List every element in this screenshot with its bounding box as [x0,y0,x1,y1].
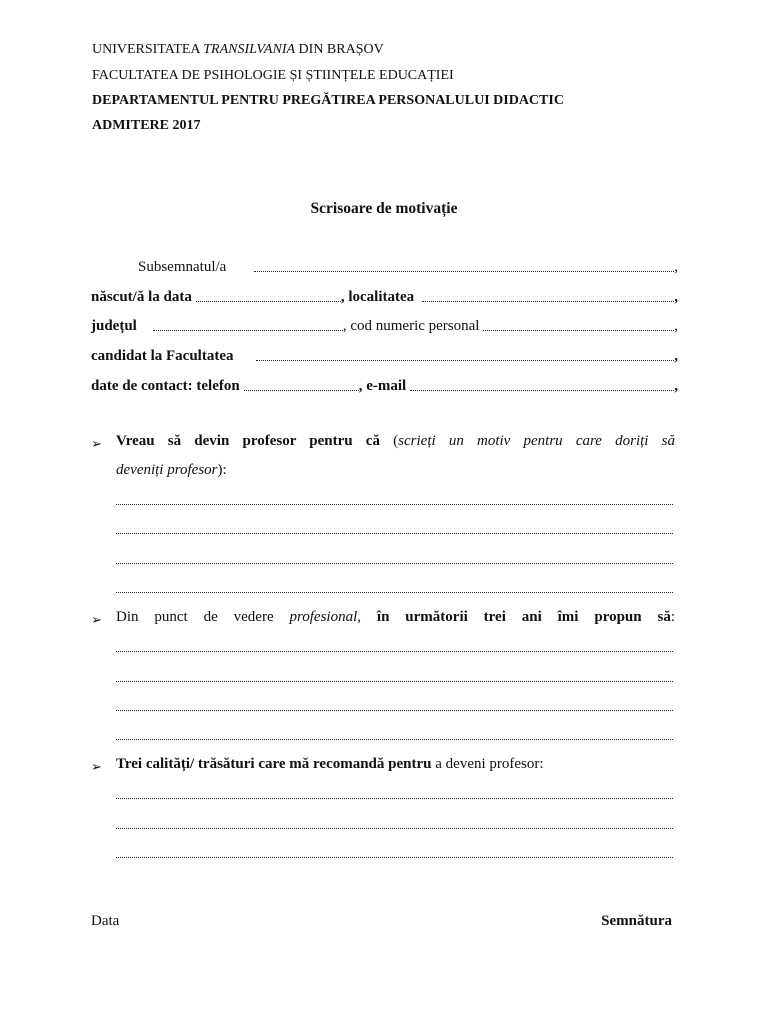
answer-line[interactable] [116,533,673,534]
field-row-candidat [91,345,678,365]
university-italic-name: TRANSILVANIA [203,42,296,57]
answer-line[interactable] [116,798,673,799]
locality-blank[interactable] [422,301,674,302]
faculty-candidate-blank[interactable] [256,360,675,361]
comma: , [674,259,678,275]
section-3-bold: Trei calități/ trăsături care mă recomandă pentru [116,756,432,772]
faculty-name: FACULTATEA DE PSIHOLOGIE ȘI ȘTIINȚELE EDUCAȚIEI [92,68,454,83]
field-row-contact [91,375,678,395]
section-3-prompt [116,756,544,773]
email-blank[interactable] [410,390,674,391]
answer-line[interactable] [116,651,673,652]
subsemnatul-blank[interactable] [254,271,674,272]
section-2-mid: , [357,609,377,625]
section-2-italic: profesional [289,609,358,625]
section-2-bold: în următorii trei ani îmi propun să [376,609,671,625]
phone-label: date de contact: telefon [91,378,240,394]
university-suffix: DIN BRAȘOV [295,42,384,57]
cnp-blank[interactable] [483,330,674,331]
arrow-bullet-icon: ➢ [91,612,102,627]
answer-line[interactable] [116,563,673,564]
field-row-subsemnatul [138,256,678,276]
answer-line[interactable] [116,681,673,682]
section-1-prompt [116,433,675,450]
section-1-open: ( [379,433,399,449]
email-label: , e-mail [358,378,407,394]
section-1-close: ): [217,462,227,478]
answer-line[interactable] [116,592,673,593]
locality-label: , localitatea [340,289,415,305]
arrow-bullet-icon: ➢ [91,436,102,451]
birth-date-label: născut/ă la data [91,289,192,305]
section-2-end: : [670,609,676,625]
county-label: județul [91,318,137,334]
cnp-label: , cod numeric personal [342,318,480,334]
answer-line[interactable] [116,857,673,858]
comma: , [674,348,678,364]
faculty-candidate-label: candidat la Facultatea [91,348,234,364]
county-blank[interactable] [153,330,343,331]
phone-blank[interactable] [244,390,359,391]
section-1-instruction: scrieți un motiv pentru care doriți să [398,433,675,449]
subsemnatul-label: Subsemnatul/a [138,259,227,275]
department-name: DEPARTAMENTUL PENTRU PREGĂTIREA PERSONALULUI DIDACTIC [92,93,564,108]
section-2-pre: Din punct de vedere [116,609,290,625]
section-1-instruction-cont: deveniți profesor [116,462,218,478]
comma: , [674,318,678,334]
answer-line[interactable] [116,710,673,711]
section-3-post: a deveni profesor: [431,756,544,772]
page-title: Scrisoare de motivație [310,200,458,217]
university-name [92,42,384,58]
comma: , [674,289,678,305]
answer-line[interactable] [116,828,673,829]
section-1-bold: Vreau să devin profesor pentru că [116,433,380,449]
field-row-nascut [91,286,678,306]
section-1-prompt-cont [116,462,227,479]
answer-line[interactable] [116,504,673,505]
admission-year: ADMITERE 2017 [92,118,201,133]
arrow-bullet-icon: ➢ [91,759,102,774]
field-row-judetul [91,315,678,335]
signature-label: Semnătura [601,913,672,929]
section-2-prompt [116,609,675,626]
answer-line[interactable] [116,739,673,740]
comma: , [674,378,678,394]
date-label: Data [91,913,120,929]
university-prefix: UNIVERSITATEA [92,42,204,57]
birth-date-blank[interactable] [196,301,341,302]
